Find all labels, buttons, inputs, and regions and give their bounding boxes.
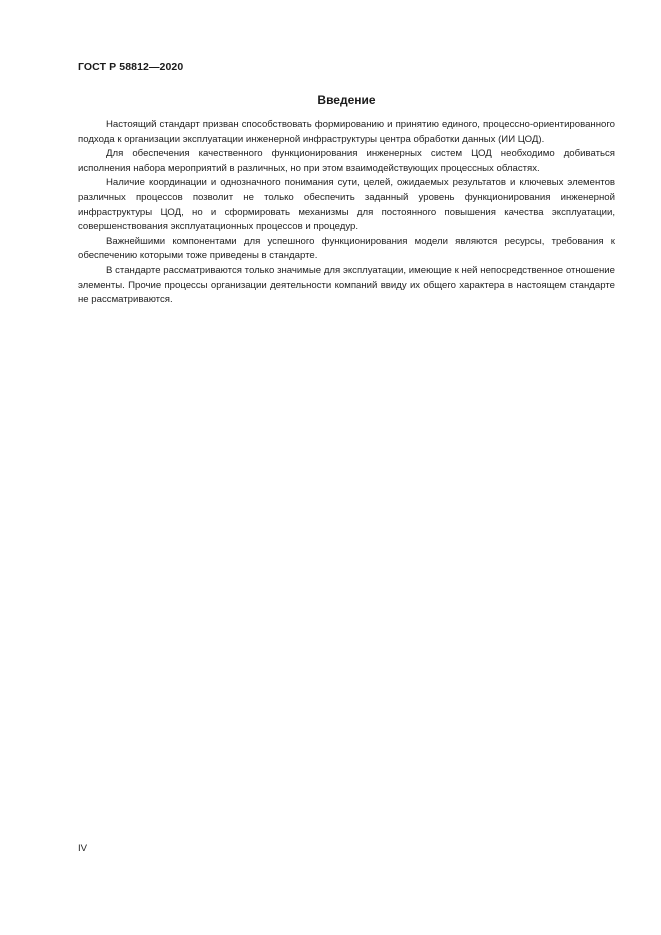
section-title: Введение <box>317 93 376 107</box>
paragraph: Для обеспечения качественного функционирования инженерных систем ЦОД необходимо добиваться исполнения набора мероприятий в различных, но при этом взаимодействующих процессных областях. <box>78 148 615 174</box>
introduction-body <box>78 118 615 308</box>
paragraph: Важнейшими компонентами для успешного функционирования модели являются ресурсы, требования к обеспечению которыми тоже приведены в стандарте. <box>78 235 615 262</box>
standard-header: ГОСТ Р 58812—2020 <box>78 61 184 73</box>
page-number: IV <box>78 843 88 854</box>
paragraph: Наличие координации и однозначного понимания сути, целей, ожидаемых результатов и ключевых элементов различных процессов позволит не только обеспечить заданный уровень функционирования инженерной инфраструктуры ЦОД, но и сформировать механизмы для постоянного повышения качества эксплуатации, совершенствования эксплуатационных процессов и процедур. <box>78 177 615 233</box>
paragraph: В стандарте рассматриваются только значимые для эксплуатации, имеющие к ней непосредственное отношение элементы. Прочие процессы организации деятельности компаний ввиду их общего характера в настоящем стандарте не рассматриваются. <box>78 264 615 306</box>
paragraph: Настоящий стандарт призван способствовать формированию и принятию единого, процессно-ориентированного подхода к организации эксплуатации инженерной инфраструктуры центра обработки данных (ИИ ЦОД). <box>78 119 615 145</box>
